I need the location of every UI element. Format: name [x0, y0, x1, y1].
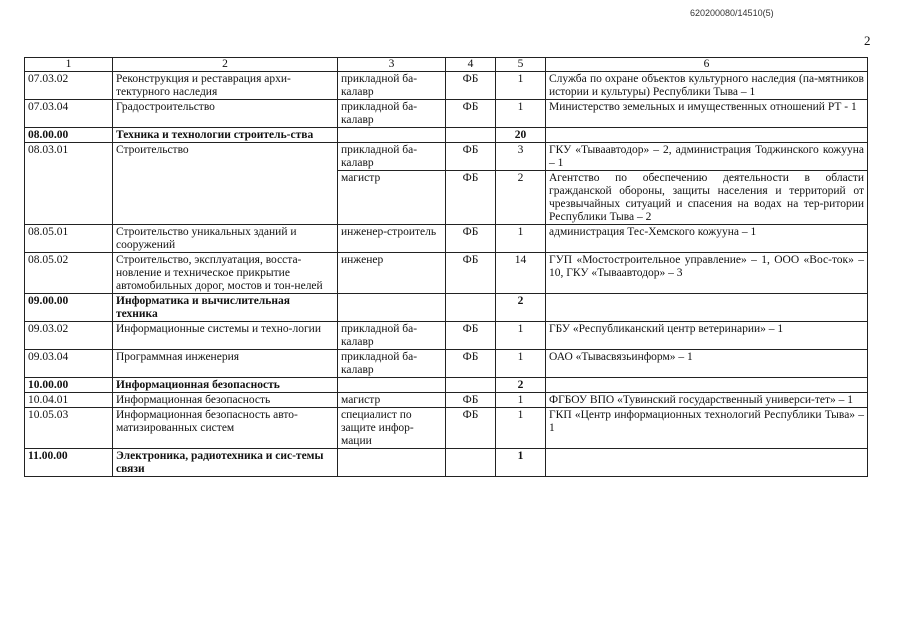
employers-cell: Служба по охране объектов культурного наследия (па-мятников истории и культуры) Республики Тыва – 1 — [546, 72, 868, 100]
employers-cell — [546, 294, 868, 322]
group-row — [25, 449, 868, 477]
employers-cell: ФГБОУ ВПО «Тувинский государственный универси-тет» – 1 — [546, 393, 868, 408]
funding-source-cell: ФБ — [446, 393, 496, 408]
count-cell: 1 — [496, 393, 546, 408]
group-row — [25, 378, 868, 393]
table-row — [25, 253, 868, 294]
employers-cell: администрация Тес-Хемского кожууна – 1 — [546, 225, 868, 253]
specialty-code-cell: 09.03.04 — [25, 350, 113, 378]
specialty-code-cell: 09.00.00 — [25, 294, 113, 322]
specialty-name-cell: Реконструкция и реставрация архи-тектурного наследия — [113, 72, 338, 100]
qualification-cell: прикладной ба-калавр — [338, 100, 446, 128]
count-cell: 1 — [496, 449, 546, 477]
qualification-cell: прикладной ба-калавр — [338, 322, 446, 350]
funding-source-cell — [446, 128, 496, 143]
count-cell: 2 — [496, 378, 546, 393]
specialty-code-cell: 08.05.02 — [25, 253, 113, 294]
qualification-cell — [338, 378, 446, 393]
funding-source-cell — [446, 449, 496, 477]
count-cell: 1 — [496, 350, 546, 378]
specialty-code-cell: 11.00.00 — [25, 449, 113, 477]
group-row — [25, 128, 868, 143]
specialty-code-cell: 10.05.03 — [25, 408, 113, 449]
specialty-name-cell: Градостроительство — [113, 100, 338, 128]
count-cell: 1 — [496, 225, 546, 253]
count-cell: 1 — [496, 72, 546, 100]
employers-cell — [546, 449, 868, 477]
specialty-code-cell: 10.00.00 — [25, 378, 113, 393]
column-header: 2 — [113, 58, 338, 72]
specialty-name-cell — [113, 171, 338, 225]
specialty-name-cell: Строительство — [113, 143, 338, 171]
table-row — [25, 322, 868, 350]
qualification-cell: прикладной ба-калавр — [338, 143, 446, 171]
specialty-name-cell: Техника и технологии строитель-ства — [113, 128, 338, 143]
specialty-code-cell: 08.03.01 — [25, 143, 113, 171]
specialty-code-cell: 08.00.00 — [25, 128, 113, 143]
qualification-cell: прикладной ба-калавр — [338, 72, 446, 100]
specialty-code-cell — [25, 171, 113, 225]
count-cell: 3 — [496, 143, 546, 171]
qualification-cell — [338, 449, 446, 477]
qualification-cell: инженер — [338, 253, 446, 294]
page-number: 2 — [864, 33, 871, 48]
table-row — [25, 72, 868, 100]
qualification-cell: инженер-строитель — [338, 225, 446, 253]
table-row — [25, 143, 868, 171]
table-row — [25, 225, 868, 253]
column-header: 6 — [546, 58, 868, 72]
employers-cell: ГУП «Мостостроительное управление» – 1, ООО «Вос-ток» – 10, ГКУ «Тываавтодор» – 3 — [546, 253, 868, 294]
table-row — [25, 100, 868, 128]
specialty-name-cell: Электроника, радиотехника и сис-темы связи — [113, 449, 338, 477]
count-cell: 20 — [496, 128, 546, 143]
specialty-name-cell: Информационная безопасность — [113, 378, 338, 393]
table-header-row — [25, 58, 868, 72]
specialty-name-cell: Информационная безопасность авто-матизированных систем — [113, 408, 338, 449]
specialties-table — [24, 57, 868, 477]
employers-cell: Министерство земельных и имущественных отношений РТ - 1 — [546, 100, 868, 128]
specialty-name-cell: Строительство уникальных зданий и сооружений — [113, 225, 338, 253]
employers-cell: ГКУ «Тываавтодор» – 2, администрация Тоджинского кожууна – 1 — [546, 143, 868, 171]
table-row — [25, 408, 868, 449]
funding-source-cell: ФБ — [446, 225, 496, 253]
employers-cell: ГБУ «Республиканский центр ветеринарии» – 1 — [546, 322, 868, 350]
count-cell: 14 — [496, 253, 546, 294]
specialty-code-cell: 09.03.02 — [25, 322, 113, 350]
funding-source-cell: ФБ — [446, 100, 496, 128]
group-row — [25, 294, 868, 322]
column-header: 5 — [496, 58, 546, 72]
employers-cell: ГКП «Центр информационных технологий Республики Тыва» – 1 — [546, 408, 868, 449]
funding-source-cell: ФБ — [446, 171, 496, 225]
specialty-code-cell: 07.03.02 — [25, 72, 113, 100]
funding-source-cell: ФБ — [446, 408, 496, 449]
specialty-code-cell: 07.03.04 — [25, 100, 113, 128]
count-cell: 1 — [496, 100, 546, 128]
qualification-cell — [338, 128, 446, 143]
table-row — [25, 393, 868, 408]
qualification-cell: магистр — [338, 171, 446, 225]
specialty-name-cell: Информационные системы и техно-логии — [113, 322, 338, 350]
employers-cell — [546, 378, 868, 393]
employers-cell: ОАО «Тывасвязьинформ» – 1 — [546, 350, 868, 378]
specialty-name-cell: Строительство, эксплуатация, восста-новление и техническое прикрытие автомобильных дорог, мостов и тон-нелей — [113, 253, 338, 294]
employers-cell: Агентство по обеспечению деятельности в области гражданской обороны, защиты населения и территорий от чрезвычайных ситуаций и спасения на водах на тер-ритории Республики Тыва – 2 — [546, 171, 868, 225]
specialty-name-cell: Информационная безопасность — [113, 393, 338, 408]
qualification-cell: магистр — [338, 393, 446, 408]
document-code: 620200080/14510(5) — [690, 8, 774, 18]
table-row — [25, 171, 868, 225]
funding-source-cell: ФБ — [446, 253, 496, 294]
count-cell: 2 — [496, 171, 546, 225]
table-row — [25, 350, 868, 378]
qualification-cell: специалист по защите инфор-мации — [338, 408, 446, 449]
count-cell: 1 — [496, 322, 546, 350]
funding-source-cell: ФБ — [446, 143, 496, 171]
specialty-code-cell: 10.04.01 — [25, 393, 113, 408]
qualification-cell: прикладной ба-калавр — [338, 350, 446, 378]
column-header: 3 — [338, 58, 446, 72]
employers-cell — [546, 128, 868, 143]
specialty-code-cell: 08.05.01 — [25, 225, 113, 253]
funding-source-cell — [446, 294, 496, 322]
column-header: 4 — [446, 58, 496, 72]
specialty-name-cell: Информатика и вычислительная техника — [113, 294, 338, 322]
funding-source-cell — [446, 378, 496, 393]
funding-source-cell: ФБ — [446, 350, 496, 378]
qualification-cell — [338, 294, 446, 322]
funding-source-cell: ФБ — [446, 72, 496, 100]
specialty-name-cell: Программная инженерия — [113, 350, 338, 378]
column-header: 1 — [25, 58, 113, 72]
count-cell: 1 — [496, 408, 546, 449]
funding-source-cell: ФБ — [446, 322, 496, 350]
count-cell: 2 — [496, 294, 546, 322]
